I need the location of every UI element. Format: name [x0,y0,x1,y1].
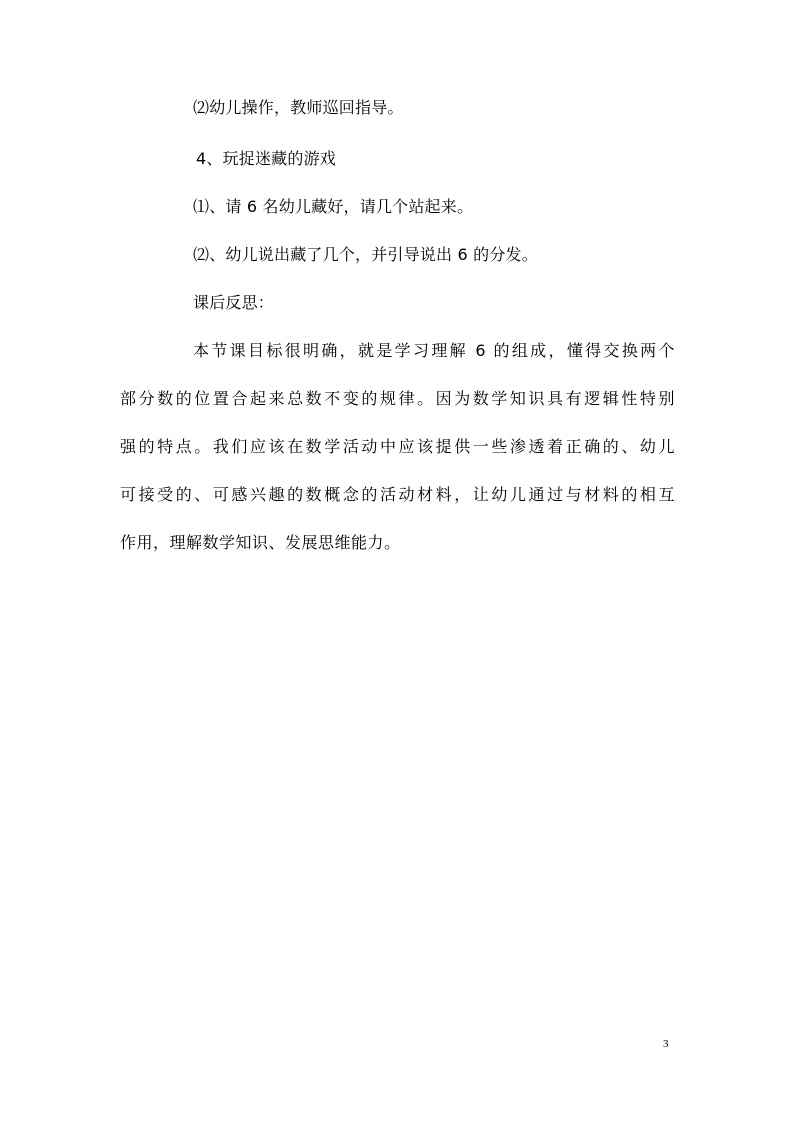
reflection-heading: 课后反思： [193,293,275,312]
reflection-line-5: 作用，理解数学知识、发展思维能力。 [120,533,401,552]
reflection-line-2: 部分数的位置合起来总数不变的规律。因为数学知识具有逻辑性特别 [120,389,675,408]
page-number: 3 [663,1038,669,1050]
reflection-line-1: 本节课目标很明确，就是学习理解 6 的组成，懂得交换两个 [193,341,675,360]
step-2-operation: ⑵幼儿操作，教师巡回指导。 [193,98,404,117]
reflection-line-4: 可接受的、可感兴趣的数概念的活动材料，让幼儿通过与材料的相互 [120,485,675,504]
section-4-heading: 4、玩捉迷藏的游戏 [196,149,336,168]
reflection-line-3: 强的特点。我们应该在数学活动中应该提供一些渗透着正确的、幼儿 [120,437,675,456]
hide-seek-step-2: ⑵、幼儿说出藏了几个，并引导说出 6 的分发。 [193,245,538,264]
hide-seek-step-1: ⑴、请 6 名幼儿藏好，请几个站起来。 [193,197,474,216]
